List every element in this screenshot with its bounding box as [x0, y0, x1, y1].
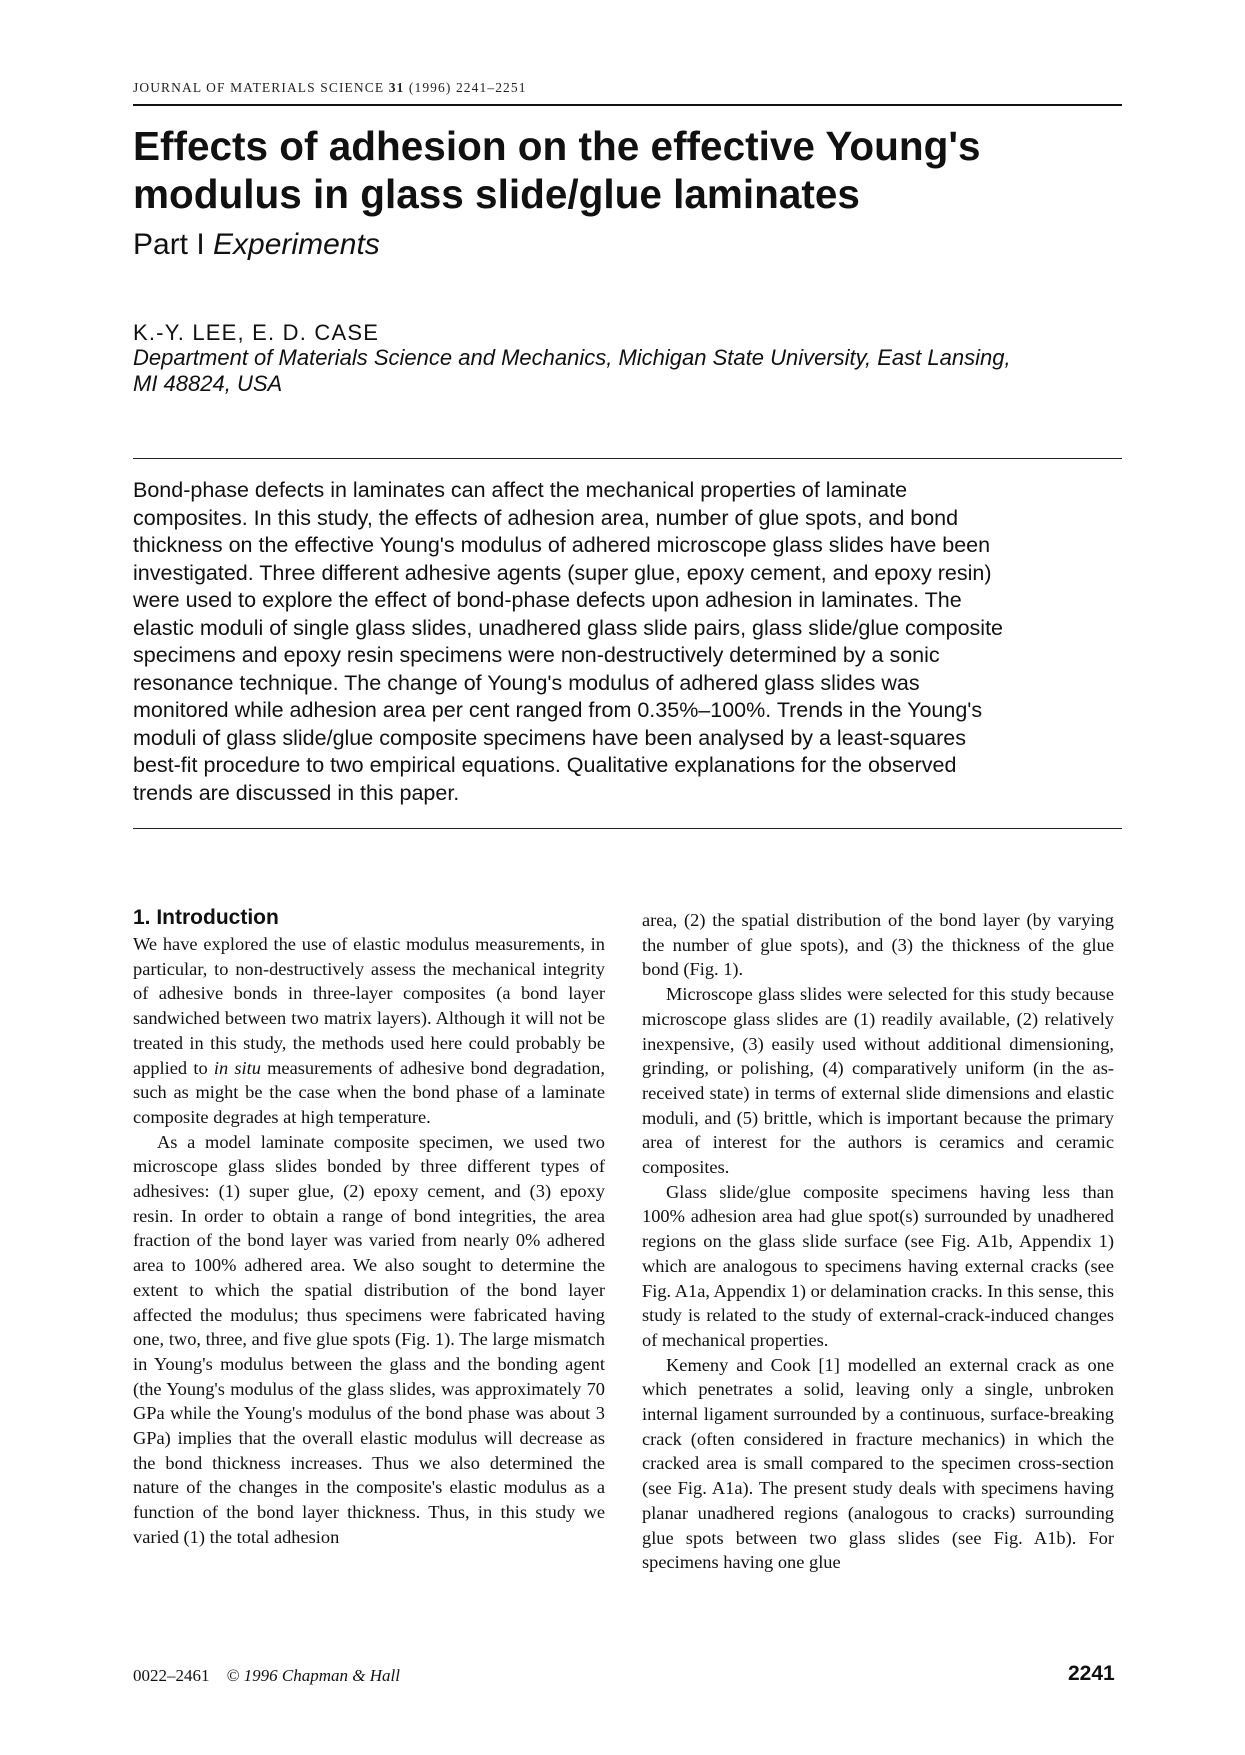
copyright: © 1996 Chapman & Hall: [226, 1666, 400, 1685]
affiliation: [133, 345, 1122, 397]
abstract-line: trends are discussed in this paper.: [133, 780, 460, 805]
intro-paragraph-2: As a model laminate composite specimen, we used two microscope glass slides bonded by three different types of adhesives: (1) super glue, (2) epoxy cement, and (3) epoxy resin. In order to obtain a range of bond integrities, the area fraction of the bond layer was varied from nearly 0% adhered area to 100% adhered area. We also sought to determine the extent to which the spatial distribution of the bond layer affected the modulus; thus specimens were fabricated having one, two, three, and five glue spots (Fig. 1). The large mismatch in Young's modulus between the glass and the bonding agent (the Young's modulus of the glass slides, was approximately 70 GPa while the Young's modulus of the bond phase was about 3 GPa) implies that the overall elastic modulus will decrease as the bond thickness increases. Thus we also determined the nature of the changes in the composite's elastic modulus as a function of the bond layer thickness. Thus, in this study we varied (1) the total adhesion: [133, 1131, 605, 1547]
paper-part: [133, 228, 380, 262]
issn: 0022–2461: [133, 1666, 210, 1685]
title-line-1: Effects of adhesion on the effective Young's: [133, 123, 981, 169]
abstract-line: specimens and epoxy resin specimens were non-destructively determined by a sonic: [133, 643, 940, 667]
right-paragraph-1: area, (2) the spatial distribution of the bond layer (by varying the number of glue spots), and (3) the thickness of the glue bond (Fig. 1).: [642, 910, 1114, 980]
title-line-2: modulus in glass slide/glue laminates: [133, 171, 860, 217]
affiliation-line-2: MI 48824, USA: [133, 371, 283, 396]
affiliation-line-1: Department of Materials Science and Mechanics, Michigan State University, East Lansing,: [133, 345, 1011, 370]
footer-left: [133, 1666, 400, 1686]
journal-header: [133, 80, 1122, 96]
abstract-rule-top: [133, 458, 1122, 459]
authors: K.-Y. LEE, E. D. CASE: [133, 320, 380, 345]
abstract-line: thickness on the effective Young's modulus of adhered microscope glass slides have been: [133, 533, 991, 557]
part-title: Experiments: [213, 228, 380, 261]
paper-title: [133, 122, 1122, 218]
abstract-line: investigated. Three different adhesive agents (super glue, epoxy cement, and epoxy resin): [133, 560, 992, 585]
intro-text: measurements of adhesive bond degradation, such as might be the case when the bond phase of a laminate composite degrades at high temperature.: [133, 1057, 605, 1127]
intro-paragraph-1: [133, 932, 605, 1130]
right-column: [642, 908, 1114, 1575]
right-paragraph-2: Microscope glass slides were selected for this study because microscope glass slides are (1) readily available, (2) relatively inexpensive, (3) easily used without additional dimensioning, grinding, or polishing, (4) comparatively uniform (in the as-received state) in terms of external slide dimensions and elastic moduli, and (5) brittle, which is important because the primary area of interest for the authors is ceramics and ceramic composites.: [642, 984, 1114, 1178]
right-paragraph-3: Glass slide/glue composite specimens having less than 100% adhesion area had glue spot(s) surrounded by unadhered regions on the glass slide surface (see Fig. A1b, Appendix 1) which are analogous to specimens having external cracks (see Fig. A1a, Appendix 1) or delamination cracks. In this sense, this study is related to the study of external-crack-induced changes of mechanical properties.: [642, 1181, 1114, 1350]
left-column: [133, 905, 605, 1550]
part-label: Part I: [133, 228, 205, 261]
abstract-line: resonance technique. The change of Young's modulus of adhered glass slides was: [133, 670, 920, 695]
abstract-line: Bond-phase defects in laminates can affect the mechanical properties of laminate: [133, 478, 908, 502]
abstract-rule-bottom: [133, 828, 1122, 829]
abstract-line: best-fit procedure to two empirical equations. Qualitative explanations for the observed: [133, 753, 957, 777]
journal-year-pages: (1996) 2241–2251: [408, 80, 527, 95]
abstract-line: composites. In this study, the effects of adhesion area, number of glue spots, and bond: [133, 505, 959, 530]
abstract: [133, 477, 1123, 807]
page-number: 2241: [1068, 1662, 1115, 1685]
abstract-line: were used to explore the effect of bond-phase defects upon adhesion in laminates. The: [133, 588, 962, 612]
intro-text: We have explored the use of elastic modulus measurements, in particular, to non-destructively assess the mechanical integrity of adhesive bonds in three-layer composites (a bond layer sandwiched between two matrix layers). Although it will not be treated in this study, the methods used here could probably be applied to: [133, 934, 605, 1078]
abstract-line: moduli of glass slide/glue composite specimens have been analysed by a least-squares: [133, 725, 966, 750]
section-heading: 1. Introduction: [133, 906, 279, 929]
header-rule: [133, 104, 1122, 106]
abstract-line: elastic moduli of single glass slides, unadhered glass slide pairs, glass slide/glue composite: [133, 615, 1004, 640]
abstract-line: monitored while adhesion area per cent ranged from 0.35%–100%. Trends in the Young's: [133, 698, 983, 722]
journal-volume: 31: [388, 80, 405, 95]
right-paragraph-4: Kemeny and Cook [1] modelled an external crack as one which penetrates a solid, leaving only a single, unbroken internal ligament surrounded by a continuous, surface-breaking crack (often considered in fracture mechanics) in which the cracked area is small compared to the specimen cross-section (see Fig. A1a). The present study deals with specimens having planar unadhered regions (analogous to cracks) surrounding glue spots between two glass slides (see Fig. A1b). For specimens having one glue: [642, 1354, 1114, 1573]
intro-italic-text: in situ: [213, 1057, 261, 1078]
journal-name: JOURNAL OF MATERIALS SCIENCE: [133, 80, 385, 95]
